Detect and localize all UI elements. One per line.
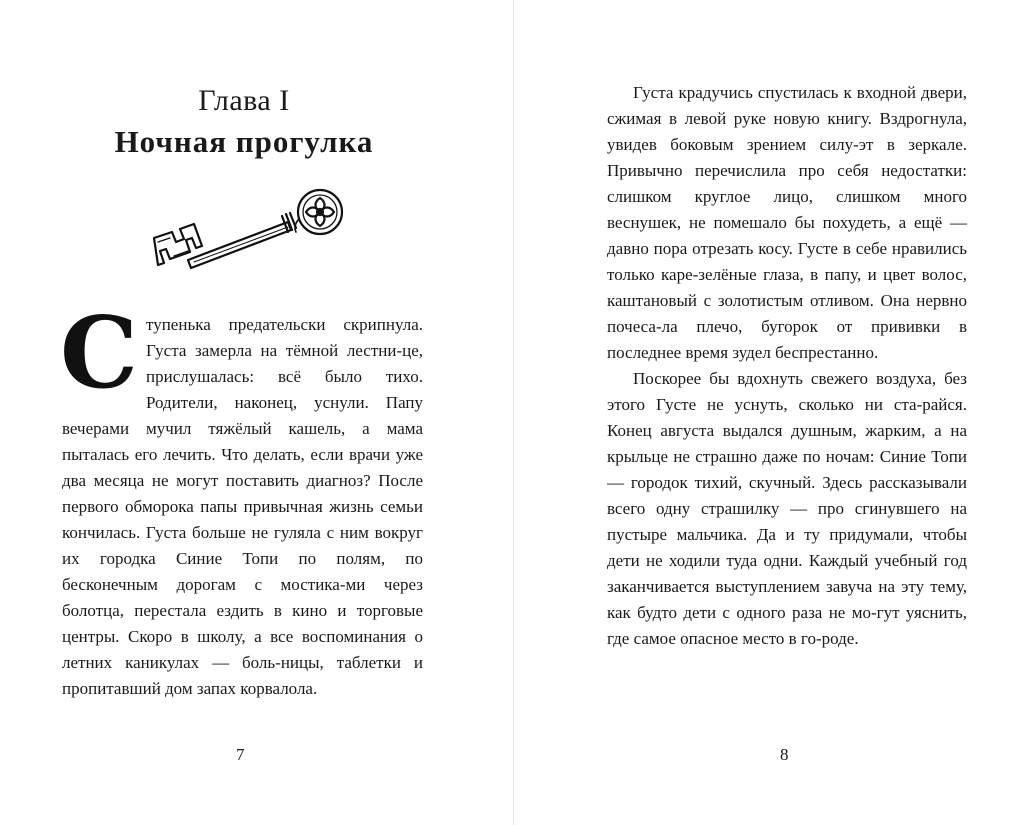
paragraph [60, 296, 423, 702]
page-number-right: 8 [780, 745, 789, 764]
chapter-text-left [60, 296, 423, 702]
chapter-title: Ночная прогулка [114, 124, 374, 159]
chapter-text-right [607, 80, 967, 652]
paragraph-text: тупенька предательски скрипнула. Густа замерла на тёмной лестни-це, прислушалась: всё было тихо. Родители, наконец, уснули. Папу вечерами мучил тяжёлый кашель, а мама пыталась его лечить. Что делать, если врачи уже два месяца не могут поставить диагноз? После первого обморока папы привычная жизнь семьи кончилась. Густа больше не гуляла с ним вокруг их городка Синие Топи по полям, по бесконечным дорогам с мостика-ми через болотца, перестала ездить в кино и торговые центры. Скоро в школу, а все воспоминания о летних каникулах — боль-ницы, таблетки и пропитавший дом запах корвалола. [62, 315, 423, 698]
page-number-left: 7 [236, 745, 245, 764]
paragraph: Густа крадучись спустилась к входной двери, сжимая в левой руке новую книгу. Вздрогнула, увидев боковым зрением силу-эт в зеркале. Привычно перечислила про себя недостатки: слишком круглое лицо, слишком много веснушек, не помешало бы похудеть, а ещё — давно пора отрезать косу. Густе в себе нравились только каре-зелёные глаза, в папу, и цвет волос, каштановый с золотистым отливом. Она нервно почеса-ла плечо, бугорок от прививки в последнее время зудел беспрестанно. [607, 83, 967, 362]
skeleton-key-icon [148, 186, 358, 286]
chapter-number: Глава I [198, 84, 290, 117]
paragraph: Поскорее бы вдохнуть свежего воздуха, без этого Густе не уснуть, сколько ни ста-райся. Конец августа выдался душным, жарким, а на крыльце не страшно даже по ночам: Синие Топи — городок тихий, скучный. Здесь рассказывали всего одну страшилку — про сгинувшего на пустыре мальчика. Да и ту придумали, чтобы дети не ходили туда одни. Каждый учебный год заканчивается выступлением завуча на эту тему, как будто дети с одного раза не мо-гут уяснить, где самое опасное место в го-роде. [607, 369, 967, 648]
drop-cap: С [60, 296, 138, 411]
